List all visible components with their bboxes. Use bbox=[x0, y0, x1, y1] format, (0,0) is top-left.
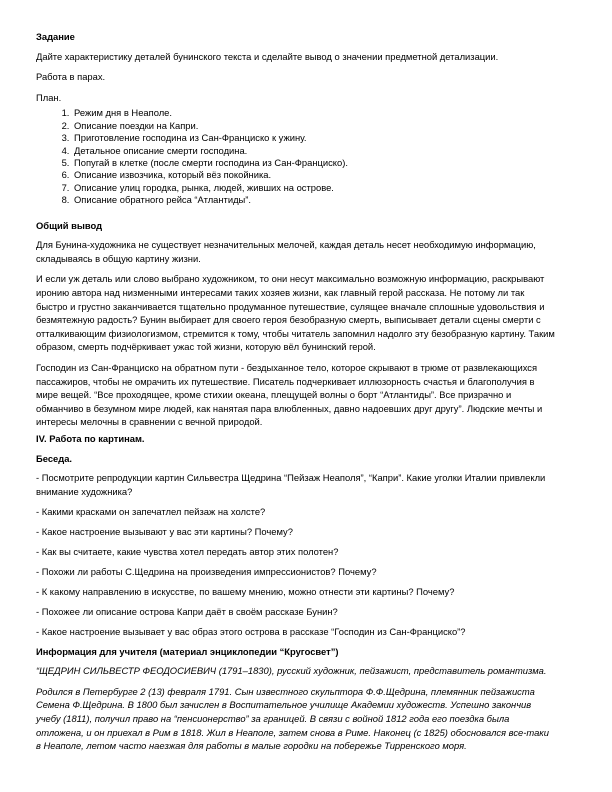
plan-item: 8. Описание обратного рейса “Атлантиды”. bbox=[72, 194, 556, 206]
plan-item: 7. Описание улиц городка, рынка, людей, живших на острове. bbox=[72, 182, 556, 194]
question: - Какими красками он запечатлел пейзаж на холсте? bbox=[36, 505, 266, 517]
section-heading: IV. Работа по картинам. bbox=[36, 432, 145, 444]
question: - Похожи ли работы С.Щедрина на произведения импрессионистов? Почему? bbox=[36, 565, 377, 577]
conclusion-paragraph-3: Господин из Сан-Франциско на обратном пути - бездыханное тело, которое скрывают в трюме от развлекающихся пассажиров, чтобы не омрачить их путешествие. Писатель подчеркивает иллюзорность счастья и благополучия в мире вещей. “Все проходящее, кроме стихии океана, плещущей волны о борт “Атлантиды”. Все призрачно и обманчиво в безумном мире людей, как нанятая пара влюбленных, давно надоевших друг другу”. Людские мечты и интересы мелочны в сравнении с вечной природой. bbox=[36, 361, 543, 428]
question: - Как вы считаете, какие чувства хотел передать автор этих полотен? bbox=[36, 545, 339, 557]
teacher-info-heading: Информация для учителя (материал энциклопедии “Кругосвет”) bbox=[36, 645, 339, 657]
document-page bbox=[36, 30, 556, 760]
plan-list bbox=[36, 107, 556, 206]
conclusion-heading: Общий вывод bbox=[36, 219, 103, 231]
conclusion-paragraph-1: Для Бунина-художника не существует незначительных мелочей, каждая деталь несет необходимую информацию, складываясь в общую картину жизни. bbox=[36, 239, 536, 264]
plan-item: 6. Описание извозчика, который вёз покойника. bbox=[72, 169, 556, 181]
question: - Какое настроение вызывают у вас эти картины? Почему? bbox=[36, 525, 293, 537]
plan-item: 1. Режим дня в Неаполе. bbox=[72, 107, 556, 119]
teacher-info-paragraph-2: Родился в Петербурге 2 (13) февраля 1791. Сын известного скульптора Ф.Ф.Щедрина, племянник пейзажиста Семена Ф.Щедрина. В 1800 был зачислен в Воспитательное училище Академии художеств. Успешно закончив учебу (1811), получил право на “пенсионерство” за границей. В связи с войной 1812 года его поездка была отложена, и он приехал в Рим в 1818. Жил в Неаполе, затем снова в Риме. Наконец (с 1825) обосновался все-таки в Неаполе, летом часто наезжая для работы в малые городки на побережье Тирренского моря. bbox=[36, 685, 549, 752]
conclusion-paragraph-2: И если уж деталь или слово выбрано художником, то они несут максимально возможную информацию, раскрывают иронию автора над низменными интересами таких хозяев жизни, как главный герой рассказа. Не потому ли так быстро и грустно заканчивается тщательно продуманное путешествие, сулящее вначале сплошные удовольствия и безмятежную радость? Бунин выбирает для своего героя безобразную смерть, выписывает детали сцены смерти с отталкивающим физиологизмом, стремится к тому, чтобы читатель запомнил надолго эту безобразную картину. Таким образом, смерть подчёркивает ужас той жизни, которую вёл бунинский герой. bbox=[36, 273, 555, 353]
plan-item: 5. Попугай в клетке (после смерти господина из Сан-Франциско). bbox=[72, 157, 556, 169]
teacher-info-paragraph-1: “ЩЕДРИН СИЛЬВЕСТР ФЕОДОСИЕВИЧ (1791–1830), русский художник, пейзажист, представитель романтизма. bbox=[36, 665, 547, 677]
question: - К какому направлению в искусстве, по вашему мнению, можно отнести эти картины? Почему? bbox=[36, 585, 455, 597]
talk-heading: Беседа. bbox=[36, 452, 73, 464]
plan-label: План. bbox=[36, 91, 62, 103]
question: - Посмотрите репродукции картин Сильвестра Щедрина “Пейзаж Неаполя”, “Капри”. Какие уголки Италии привлекли внимание художника? bbox=[36, 472, 546, 497]
question: - Какое настроение вызывает у вас образ этого острова в рассказе “Господин из Сан-Франциско”? bbox=[36, 625, 466, 637]
plan-item: 2. Описание поездки на Капри. bbox=[72, 120, 556, 132]
task-instruction: Дайте характеристику деталей бунинского текста и сделайте вывод о значении предметной детализации. bbox=[36, 50, 499, 62]
question: - Похожее ли описание острова Капри даёт в своём рассказе Бунин? bbox=[36, 605, 338, 617]
task-heading: Задание bbox=[36, 31, 75, 42]
pairs-note: Работа в парах. bbox=[36, 71, 106, 83]
plan-item: 4. Детальное описание смерти господина. bbox=[72, 145, 556, 157]
plan-item: 3. Приготовление господина из Сан-Франциско к ужину. bbox=[72, 132, 556, 144]
